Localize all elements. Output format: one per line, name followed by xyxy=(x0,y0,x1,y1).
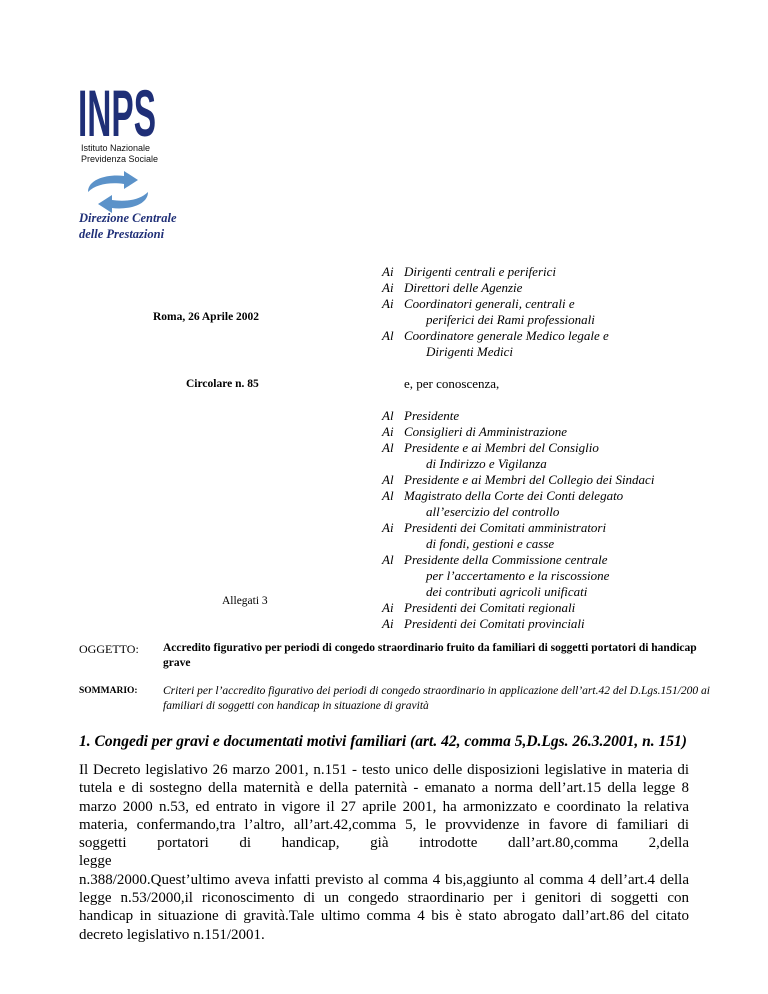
summary-label: SOMMARIO: xyxy=(79,686,138,696)
recipient-line: Al Magistrato della Corte dei Conti delegato xyxy=(382,488,624,503)
institute-name-line1: Istituto Nazionale xyxy=(81,143,151,153)
recipient-line: Dirigenti Medici xyxy=(426,344,514,359)
summary-text: Criteri per l’accredito figurativo dei periodi di congedo straordinario in applicazione dell’art.42 del D.Lgs.151/200 ai familiari di soggetti con handicap in situazione di gravità xyxy=(163,685,710,712)
inps-logo xyxy=(78,80,158,140)
department-line1: Direzione Centrale xyxy=(79,211,177,225)
recipient-line: Al Presidente e ai Membri del Consiglio xyxy=(382,440,599,455)
recipient-line: Al Presidente xyxy=(382,408,460,423)
paragraph-line: legge n.53/2000,il riconoscimento di un congedo straordinario per i genitori di soggetti con xyxy=(79,890,689,907)
place-date: Roma, 26 Aprile 2002 xyxy=(153,311,260,323)
recipient-line: periferici dei Rami professionali xyxy=(426,312,595,327)
recipient-line: all’esercizio del controllo xyxy=(426,504,560,519)
subject-label: OGGETTO: xyxy=(79,642,139,656)
recipient-line: Ai Direttori delle Agenzie xyxy=(382,280,523,295)
for-information-label: e, per conoscenza, xyxy=(404,376,500,391)
department-line2: delle Prestazioni xyxy=(79,227,165,241)
inps-logo-text: INPS xyxy=(78,80,156,140)
info-recipients-list xyxy=(382,408,654,632)
recipient-line: di Indirizzo e Vigilanza xyxy=(426,456,547,471)
recipient-line: Al Coordinatore generale Medico legale e xyxy=(382,328,609,343)
recipient-line: Ai Presidenti dei Comitati regionali xyxy=(382,600,576,615)
paragraph-line: Il Decreto legislativo 26 marzo 2001, n.151 - testo unico delle disposizioni legislative in materia di xyxy=(79,762,689,778)
circular-arrows-icon xyxy=(80,170,156,214)
institute-name-line2: Previdenza Sociale xyxy=(81,154,159,164)
paragraph-line: marzo 2000 n.53, ed entrato in vigore il 27 aprile 2001, ha armonizzato e coordinato la relativa xyxy=(79,798,689,815)
subject-text: Accredito figurativo per periodi di congedo straordinario fruito da familiari di soggetti portatori di handicap grave xyxy=(163,642,697,669)
recipient-line: Ai Consiglieri di Amministrazione xyxy=(382,424,567,439)
paragraph-line: decreto legislativo n.151/2001. xyxy=(79,926,265,943)
paragraph-line: soggetti portatori di handicap, già introdotte dall’art.80,comma 2,della legge xyxy=(79,835,689,870)
attachments: Allegati 3 xyxy=(222,595,268,607)
paragraph-line: tutela e di sostegno della maternità e della paternità - emanato a norma dell’art.15 della legge 8 xyxy=(79,780,689,797)
recipient-line: per l’accertamento e la riscossione xyxy=(426,568,610,583)
recipient-line: Ai Presidenti dei Comitati provinciali xyxy=(382,616,585,631)
recipient-line: Ai Coordinatori generali, centrali e xyxy=(382,296,575,311)
recipient-line: Al Presidente della Commissione centrale xyxy=(382,552,608,567)
recipient-line: Ai Dirigenti centrali e periferici xyxy=(382,264,556,279)
paragraph-line: handicap in situazione di gravità.Tale ultimo comma 4 bis è stato abrogato dall’art.86 del citato xyxy=(79,908,689,925)
paragraph-line: n.388/2000.Quest’ultimo aveva infatti previsto al comma 4 bis,aggiunto al comma 4 dell’art.4 della xyxy=(79,871,689,888)
recipient-line: Al Presidente e ai Membri del Collegio dei Sindaci xyxy=(382,472,655,487)
recipient-line: Ai Presidenti dei Comitati amministratori xyxy=(382,520,607,535)
recipient-line: dei contributi agricoli unificati xyxy=(426,584,588,599)
recipient-line: di fondi, gestioni e casse xyxy=(426,536,555,551)
circular-number: Circolare n. 85 xyxy=(186,378,259,390)
section-heading: 1. Congedi per gravi e documentati motivi familiari (art. 42, comma 5,D.Lgs. 26.3.2001, n. 151) xyxy=(79,733,687,750)
paragraph-line: materia, confermando,tra l’altro, all’art.42,comma 5, le provvidenze in favore di familiari di xyxy=(79,816,689,833)
body-paragraph xyxy=(79,761,689,944)
recipients-list xyxy=(382,264,609,360)
